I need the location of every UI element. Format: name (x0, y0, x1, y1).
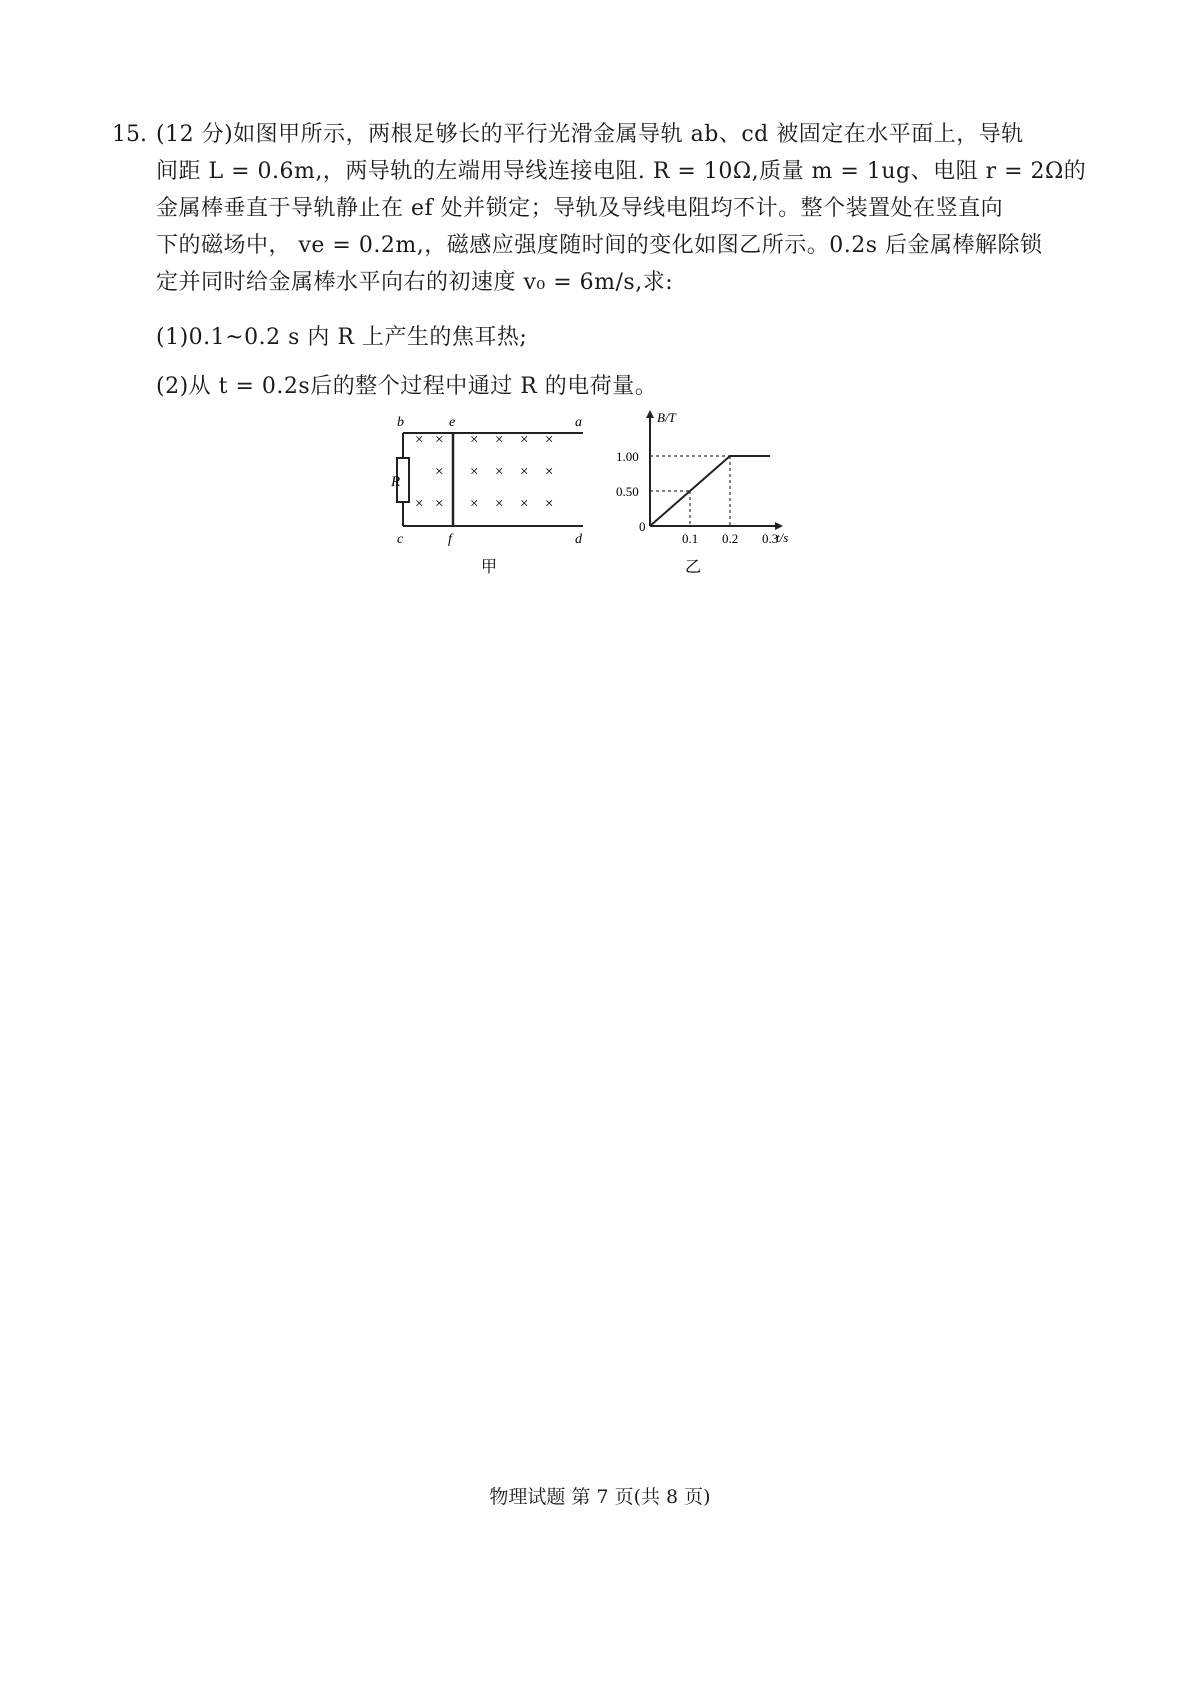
figure-b (616, 410, 788, 576)
field-cross: × (495, 464, 504, 480)
caption-yi: 乙 (685, 559, 702, 576)
field-cross: × (520, 432, 529, 448)
label-d: d (575, 532, 582, 547)
label-e: e (449, 415, 456, 430)
field-cross: × (470, 432, 479, 448)
caption-jia: 甲 (481, 559, 498, 576)
magnetic-field-crosses (415, 432, 553, 512)
field-cross: × (435, 464, 444, 480)
figures (375, 408, 835, 583)
question-line-4: 下的磁场中， ve = 0.2m,，磁感应强度随时间的变化如图乙所示。0.2s 后金属棒解除锁 (156, 233, 1043, 258)
label-a: a (575, 415, 582, 430)
question-line-2: 间距 L = 0.6m,，两导轨的左端用导线连接电阻. R = 10Ω,质量 m = 1ug、电阻 r = 2Ω的 (156, 159, 1087, 184)
field-cross: × (545, 496, 554, 512)
figure-a (390, 415, 583, 576)
field-cross: × (495, 496, 504, 512)
x-tick-labels (682, 531, 778, 546)
field-cross: × (545, 432, 554, 448)
sub-question-1: (1)0.1~0.2 s 内 R 上产生的焦耳热; (156, 325, 528, 350)
field-cross: × (435, 496, 444, 512)
label-f: f (448, 532, 452, 547)
question-number: 15. (112, 122, 147, 147)
question-line-3: 金属棒垂直于导轨静止在 ef 处并锁定；导轨及导线电阻均不计。整个装置处在竖直向 (156, 196, 1004, 221)
y-tick-label: 0.50 (616, 484, 639, 499)
y-tick-label: 1.00 (616, 449, 639, 464)
field-cross: × (520, 464, 529, 480)
field-cross: × (415, 432, 424, 448)
y-axis-label: B/T (657, 410, 676, 425)
figures-svg (375, 408, 835, 583)
label-c: c (397, 532, 404, 547)
field-cross: × (435, 432, 444, 448)
origin-label: 0 (639, 519, 646, 534)
field-cross: × (545, 464, 554, 480)
x-tick-label: 0.1 (682, 531, 699, 546)
sub-question-2: (2)从 t = 0.2s后的整个过程中通过 R 的电荷量。 (156, 374, 658, 399)
page-footer: 物理试题 第 7 页(共 8 页) (489, 1486, 711, 1508)
field-cross: × (415, 496, 424, 512)
field-cross: × (470, 496, 479, 512)
question-line-5: 定并同时给金属棒水平向右的初速度 v₀ = 6m/s,求: (156, 270, 674, 295)
x-tick-label: 0.2 (722, 531, 739, 546)
field-cross: × (470, 464, 479, 480)
field-cross: × (520, 496, 529, 512)
y-axis-arrow (646, 410, 654, 418)
x-axis-label: t/s (776, 530, 789, 545)
label-b: b (397, 415, 404, 430)
label-R: R (391, 474, 401, 490)
x-tick-label: 0.3 (762, 531, 779, 546)
question-line-1: (12 分)如图甲所示，两根足够长的平行光滑金属导轨 ab、cd 被固定在水平面上，导轨 (156, 122, 1024, 147)
x-axis-arrow (775, 522, 783, 530)
field-cross: × (495, 432, 504, 448)
y-tick-labels (616, 449, 639, 499)
